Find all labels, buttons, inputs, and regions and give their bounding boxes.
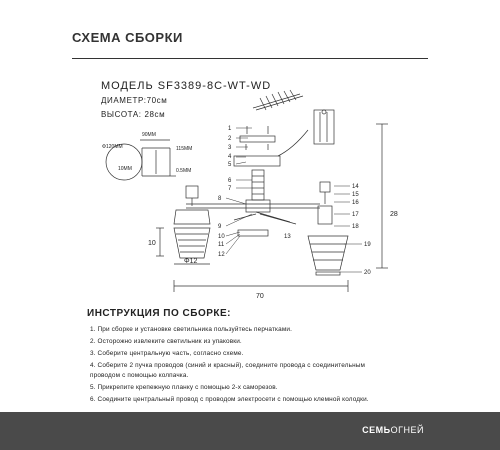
part-label: 16 — [352, 200, 359, 206]
part-label: 6 — [228, 178, 232, 184]
instruction-step: проводом с помощью колпачка. — [90, 372, 189, 379]
footer-bar — [0, 412, 500, 450]
instruction-step: 4. Соберите 2 пучка проводов (синий и красный), соедините провода с соединительным — [90, 362, 366, 369]
part-label: 8 — [218, 196, 222, 202]
instruction-step: 3. Соберите центральную часть, согласно схеме. — [90, 350, 244, 357]
part-label: 5 — [228, 162, 232, 168]
dim-text: 0.5MM — [176, 168, 192, 174]
instruction-step: 1. При сборке и установке светильника пользуйтесь перчатками. — [90, 326, 293, 333]
part-label: 13 — [284, 234, 291, 240]
shade-height-dim: 10 — [148, 240, 156, 247]
wire-connector — [314, 110, 334, 144]
canopy-dimensions — [102, 132, 192, 174]
brand-light: ОГНЕЙ — [390, 425, 424, 435]
part-label: 14 — [352, 184, 359, 190]
part-label: 10 — [218, 234, 225, 240]
right-lamp — [308, 182, 348, 275]
instruction-step: 2. Осторожно извлеките светильник из упаковки. — [90, 338, 242, 345]
part-label: 15 — [352, 192, 359, 198]
shade-diameter-dim: Φ12 — [184, 258, 198, 265]
instruction-step: 6. Соедините центральный провод с проводом электросети с помощью клемной колодки. — [90, 396, 369, 403]
instructions-title: ИНСТРУКЦИЯ ПО СБОРКЕ: — [87, 308, 232, 319]
brand-bold: СЕМЬ — [362, 425, 391, 435]
part-label: 9 — [218, 224, 222, 230]
part-label: 19 — [364, 242, 371, 248]
part-label: 3 — [228, 145, 232, 151]
dim-text: 115MM — [176, 146, 193, 152]
part-label: 18 — [352, 224, 359, 230]
ceiling-hatch — [253, 90, 303, 110]
mounting-stack — [234, 126, 308, 200]
part-labels — [218, 126, 371, 276]
part-label: 17 — [352, 212, 359, 218]
chandelier-arms — [186, 200, 320, 236]
total-height-dim: 28 — [390, 211, 398, 218]
height-spec: ВЫСОТА: 28см — [101, 110, 166, 119]
left-lamp — [156, 186, 210, 264]
part-label: 7 — [228, 186, 232, 192]
part-label: 12 — [218, 252, 225, 258]
dim-text: 10MM — [118, 166, 132, 172]
page-title: СХЕМА СБОРКИ — [72, 30, 183, 45]
part-label: 20 — [364, 270, 371, 276]
brand-logo — [362, 425, 424, 435]
part-label: 11 — [218, 242, 225, 248]
part-label: 2 — [228, 136, 232, 142]
instruction-step: 5. Прикрепите крепежную планку с помощью 2-х саморезов. — [90, 384, 278, 391]
model-name: МОДЕЛЬ SF3389-8C-WT-WD — [101, 80, 272, 92]
dim-text: 90MM — [142, 132, 156, 138]
part-label: 1 — [228, 126, 232, 132]
part-label: 4 — [228, 154, 232, 160]
dim-text: Φ120MM — [102, 144, 123, 150]
total-width-dim: 70 — [256, 293, 264, 300]
diameter-spec: ДИАМЕТР:70см — [101, 96, 168, 105]
